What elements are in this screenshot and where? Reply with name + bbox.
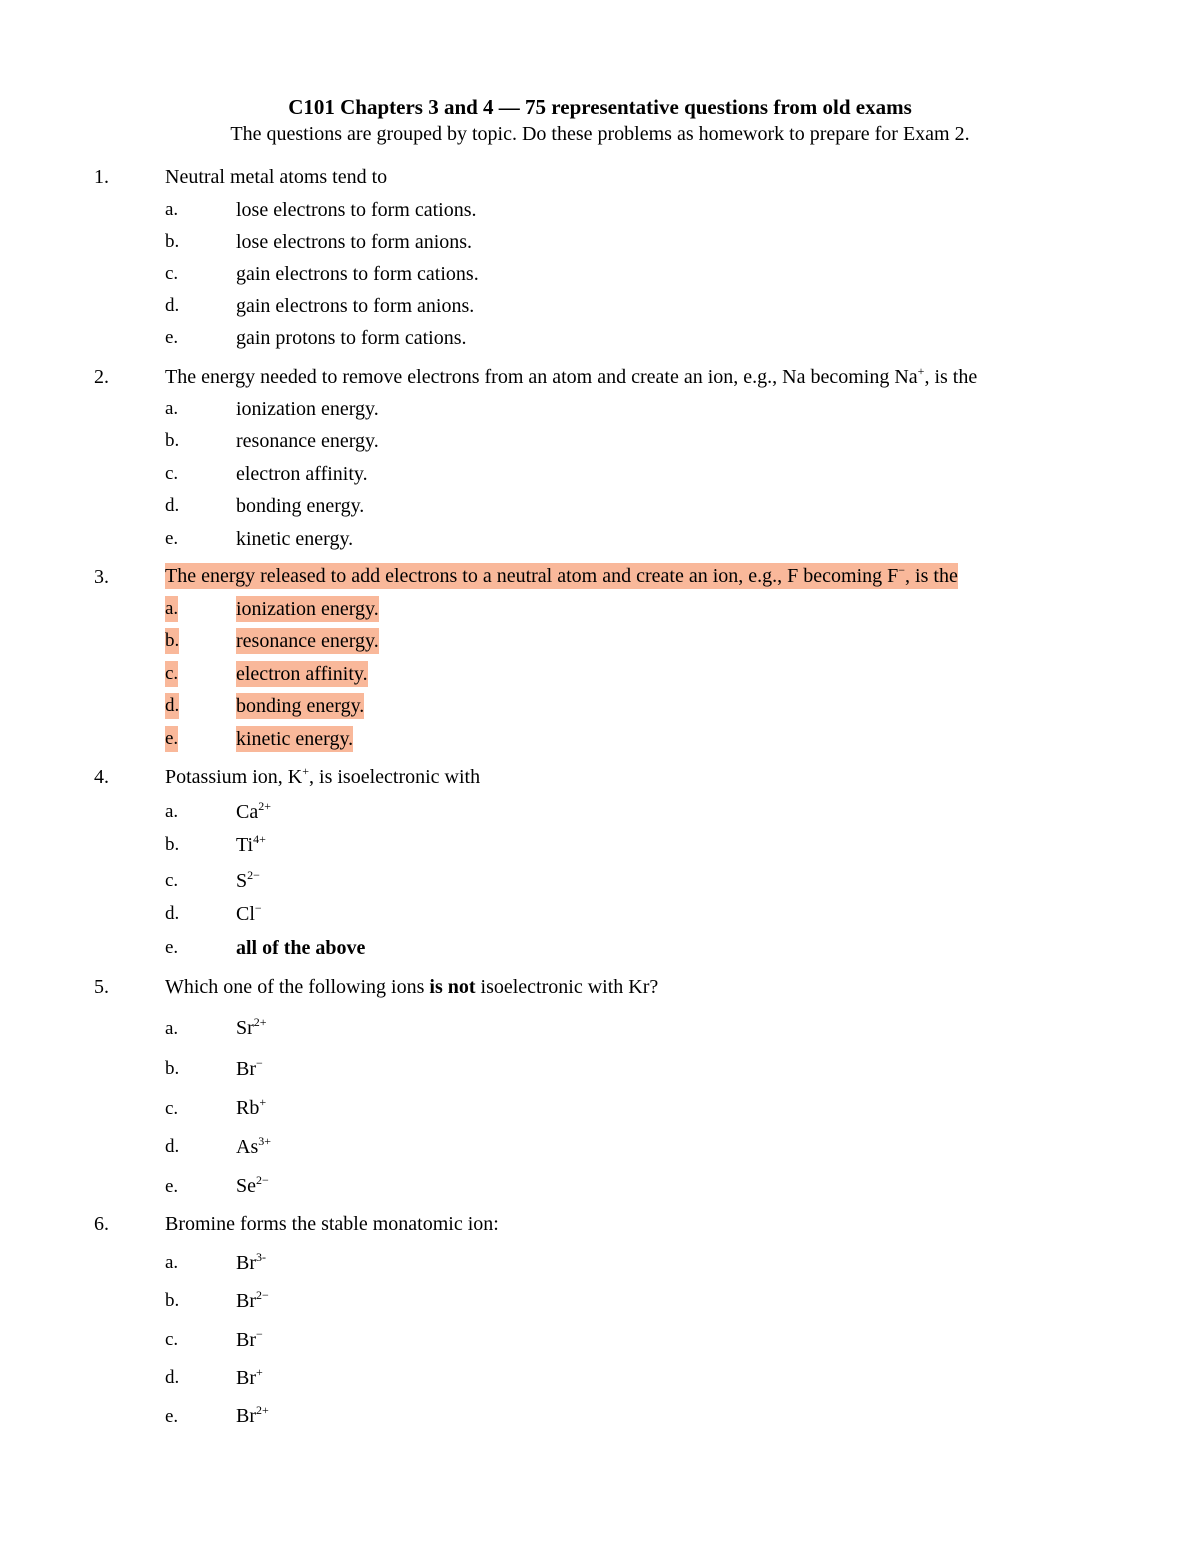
option-text: gain electrons to form cations. — [236, 263, 479, 285]
option-letter: c. — [165, 1098, 179, 1119]
option-letter: b. — [165, 231, 180, 252]
option-letter: d. — [165, 903, 180, 924]
option-letter: c. — [165, 263, 179, 284]
option-letter-highlighted: a. — [165, 596, 178, 622]
option-letter: c. — [165, 870, 179, 891]
question-text: Which one of the following ions is not isoelectronic with Kr? — [165, 976, 659, 998]
option-letter: e. — [165, 1176, 179, 1197]
option-letter: e. — [165, 327, 179, 348]
question-number: 5. — [94, 976, 109, 998]
option-text: Cl− — [236, 901, 262, 925]
option-text: lose electrons to form cations. — [236, 199, 477, 221]
option-text: ionization energy. — [236, 398, 379, 420]
option-letter: b. — [165, 1290, 180, 1311]
question-text-highlighted: The energy released to add electrons to a neutral atom and create an ion, e.g., F becoming F−, is the — [165, 563, 958, 587]
question-text: Neutral metal atoms tend to — [165, 166, 388, 188]
option-letter-highlighted: b. — [165, 628, 179, 654]
question-number: 2. — [94, 366, 109, 388]
option-text: gain electrons to form anions. — [236, 295, 475, 317]
option-letter: b. — [165, 834, 180, 855]
option-text: $Ti^{4+}$ — [236, 832, 266, 856]
option-letter: a. — [165, 801, 179, 822]
option-letter: b. — [165, 1058, 180, 1079]
option-text: $S^{2-}$ — [236, 868, 260, 892]
option-text: $Br^{2-}$ — [236, 1288, 269, 1312]
option-text-highlighted: ionization energy. — [236, 598, 379, 620]
option-letter-highlighted: e. — [165, 726, 178, 752]
option-text-highlighted: electron affinity. — [236, 663, 368, 685]
option-text-highlighted: bonding energy. — [236, 695, 365, 717]
option-text-highlighted: kinetic energy. — [236, 728, 354, 750]
option-text: $Br^{3-}$ — [236, 1250, 266, 1274]
question-text: Potassium ion, K+, is isoelectronic with — [165, 764, 481, 788]
option-text: $As^{3+}$ — [236, 1134, 272, 1158]
option-letter: d. — [165, 1136, 180, 1157]
option-letter: b. — [165, 430, 180, 451]
option-text: $Sr^{2+}$ — [236, 1015, 267, 1039]
option-letter-highlighted: c. — [165, 661, 178, 687]
option-text: Br− — [236, 1327, 263, 1351]
option-text: $Se^{2-}$ — [236, 1173, 269, 1197]
option-letter: e. — [165, 937, 179, 958]
option-letter: c. — [165, 463, 179, 484]
option-text: Rb+ — [236, 1095, 267, 1119]
option-text: Br+ — [236, 1365, 263, 1389]
option-letter: c. — [165, 1329, 179, 1350]
option-text: $Br^{2+}$ — [236, 1403, 269, 1427]
option-letter: a. — [165, 1252, 179, 1273]
option-letter: a. — [165, 1018, 179, 1039]
option-text: Br− — [236, 1056, 263, 1080]
question-text: The energy needed to remove electrons from an atom and create an ion, e.g., Na becoming Na+, is the — [165, 364, 978, 388]
option-text: lose electrons to form anions. — [236, 231, 473, 253]
option-text: $Ca^{2+}$ — [236, 799, 271, 823]
option-text: all of the above — [236, 937, 366, 959]
option-letter: d. — [165, 1367, 180, 1388]
question-number: 3. — [94, 566, 109, 588]
option-letter-highlighted: d. — [165, 693, 179, 719]
question-number: 6. — [94, 1213, 109, 1235]
option-text: gain protons to form cations. — [236, 327, 467, 349]
option-letter: a. — [165, 398, 179, 419]
option-letter: e. — [165, 1406, 179, 1427]
option-text: resonance energy. — [236, 430, 379, 452]
page-title: C101 Chapters 3 and 4 — 75 representative questions from old exams — [288, 95, 912, 119]
question-number: 1. — [94, 166, 109, 188]
option-text-highlighted: resonance energy. — [236, 630, 379, 652]
option-letter: a. — [165, 199, 179, 220]
option-letter: d. — [165, 295, 180, 316]
page-subtitle: The questions are grouped by topic. Do these problems as homework to prepare for Exam 2. — [230, 123, 970, 145]
question-number: 4. — [94, 766, 109, 788]
option-text: kinetic energy. — [236, 528, 354, 550]
option-text: electron affinity. — [236, 463, 368, 485]
question-text: Bromine forms the stable monatomic ion: — [165, 1213, 499, 1235]
option-letter: e. — [165, 528, 179, 549]
option-text: bonding energy. — [236, 495, 365, 517]
option-letter: d. — [165, 495, 180, 516]
